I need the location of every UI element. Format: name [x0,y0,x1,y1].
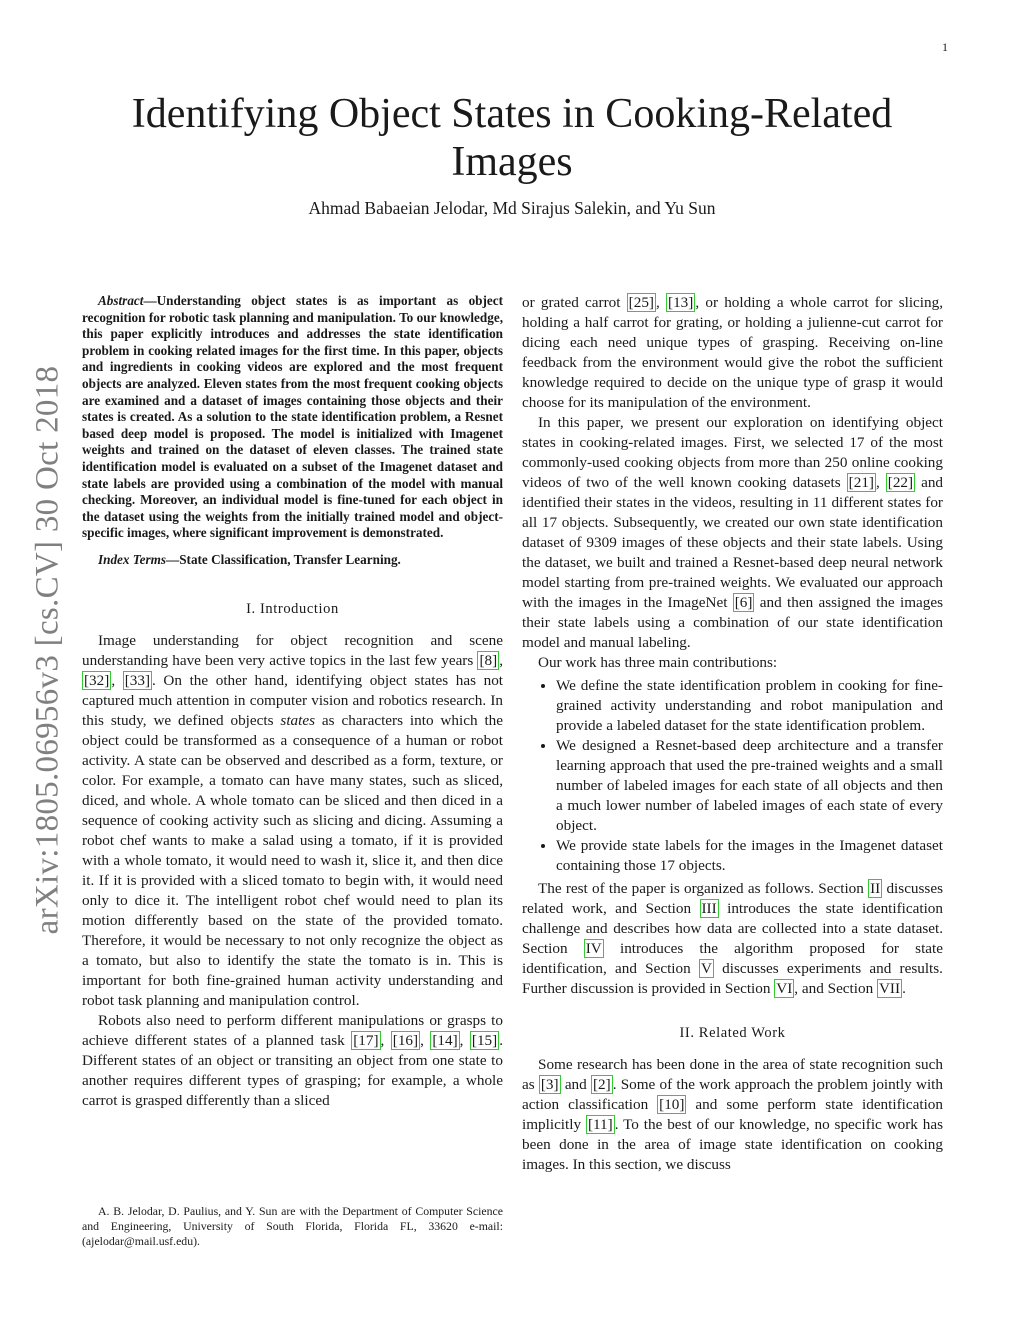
contribution-list [522,676,943,876]
abstract-label: Abstract [98,293,144,308]
citation-link[interactable]: [8] [479,651,498,669]
citation-link[interactable]: [10] [659,1096,685,1113]
citation-link[interactable]: [15] [471,1031,498,1049]
citation-link[interactable]: [13] [668,294,694,311]
section-link[interactable]: VII [878,980,901,997]
section-link[interactable]: V [700,960,712,977]
list-item: • We provide state labels for the images in the Imagenet dataset containing those 17 objects. [556,836,943,876]
citation-link[interactable]: [22] [887,474,914,491]
section-link[interactable]: II [870,880,881,897]
citation-link[interactable]: [2] [592,1076,611,1093]
paper-organization-paragraph: The rest of the paper is organized as follows. Section II discusses related work, and Section III introduces the state identification challenge and describes how data are collected into a state dataset. Section IV introduces the algorithm proposed for state identification, and Section V discusses experiments and results. Further discussion is provided in Section VI , and Section VII . [522,880,943,997]
author-list: Ahmad Babaeian Jelodar, Md Sirajus Salekin, and Yu Sun [308,198,716,218]
list-item: • We designed a Resnet-based deep architecture and a transfer learning approach that used the pre-trained weights and a small number of labeled images for each state of all objects and then a much lower number of labeled images of each state of every object. [556,736,943,836]
right-column [522,293,943,1175]
index-terms [82,552,503,569]
section-heading-related-work: II. Related Work [679,1025,786,1041]
related-work-paragraph-1: Some research has been done in the area of state recognition such as [3] and [2] . Some of the work approach the problem jointly with action classification [10] and some perform state identification implicitly [11] . To the best of our knowledge, no specific work has been done in the area of image state identification on cooking images. In this section, we discuss [522,1056,943,1173]
intro-paragraph-2-continued: or grated carrot [25] , [13] , or holding a whole carrot for slicing, holding a half carrot for grating, or holding a julienne-cut carrot for dicing each need unique types of grasping. Receiving on-line feedback from the environment would give the robot the sufficient knowledge required to decide on the unique type of grasp it would choose for its manipulation of the environment. [522,294,943,411]
citation-link[interactable]: [3] [540,1076,559,1093]
arxiv-stamp [18,350,78,950]
intro-paragraph-1: Image understanding for object recognition and scene understanding have been very active topics in the last few years [8] , [32] , [33] . On the other hand, identifying object states has not captured much attention in computer vision and robotics research. In this study, we defined objects states as characters into which the object could be transformed as a consequence of a human or robot activity. A state can be observed and described as a form, texture, or color. For example, a tomato can have many states, such as sliced, diced, and whole. A whole tomato can be sliced and then diced in a sequence of cooking activity such as slicing and dicing. Assuming a robot chef wants to make a salad using a tomato, if it is provided with a whole tomato, it would need to wash it, slice it, and then dice it. If it is provided with a sliced tomato to begin with, it would need only to dice it. The intelligent robot chef would need to plan its motion differently based on the state of the provided tomato. Therefore, it would be necessary to not only recognize the object as a tomato, but also to identify the state the tomato is in. This is important for both fine-grained human activity understanding and robot task planning and manipulation control. [82,631,504,1009]
citation-link[interactable]: [21] [848,474,874,491]
page-number: 1 [942,40,948,54]
citation-link[interactable]: [16] [392,1031,419,1049]
citation-link[interactable]: [14] [432,1031,458,1049]
intro-paragraph-3: In this paper, we present our exploration on identifying object states in cooking-related images. First, we selected 17 of the most commonly-used cooking objects from more than 250 online cooking videos of two of the well known cooking datasets [21] , [22] and identified their states in the videos, resulting in 11 different states for all 17 objects. Subsequently, we created our own state identification dataset of 9309 images of these objects and their state labels. Using the dataset, we built and trained a Resnet-based deep neural network model starting from pre-trained weights. We evaluated our approach with the images in the ImageNet [6] and then assigned the images their state labels using a combination of our state identification model and manual labeling. [522,414,944,651]
citation-link[interactable]: [25] [628,294,654,311]
contributions-intro: Our work has three main contributions: [538,654,778,671]
arxiv-id: arXiv:1805.06956v3 [cs.CV] 30 Oct 2018 [29,365,66,935]
citation-link[interactable]: [32] [84,671,110,689]
index-terms-text: —State Classification, Transfer Learning. [166,551,401,567]
citation-link[interactable]: [33] [124,671,151,689]
footnote: A. B. Jelodar, D. Paulius, and Y. Sun are with the Department of Computer Science and Engineering, University of South Florida, Florida FL, 33620 e-mail: (ajelodar@mail.usf.edu). [82,1204,503,1248]
abstract-text: —Understanding object states is as important as object recognition for robotic task planning and manipulation. To our knowledge, this paper explicitly introduces and addresses the state identification problem in cooking related images for the first time. In this paper, objects and ingredients in cooking videos are explored and the most frequent objects are analyzed. Eleven states from the most frequent cooking objects are examined and a dataset of images containing those objects and their states is created. As a solution to the state identification problem, a Resnet based deep model is proposed. The model is initialized with Imagenet weights and trained on the dataset of eleven classes. The trained state identification model is evaluated on a subset of the Imagenet dataset and state labels are provided using a combination of the model with manual checking. Moreover, an individual model is fine-tuned for each object in the dataset using the weights from the initially trained model and object-specific images, where significant improvement is demonstrated. [82,293,503,541]
citation-link[interactable]: [6] [734,594,753,611]
section-link[interactable]: IV [585,940,602,957]
citation-link[interactable]: [11] [587,1116,613,1133]
section-link[interactable]: III [701,900,717,917]
intro-paragraph-2: Robots also need to perform different manipulations or grasps to achieve different states of a planned task [17] , [16] , [14] , [15] . Different states of an object or transiting an object from one state to another requires different types of grasping; for example, a whole carrot is grasped differently than a sliced [82,1011,503,1109]
paper-title: Identifying Object States in Cooking-Related Images [131,91,893,185]
section-heading-introduction: I. Introduction [246,600,339,617]
left-column [82,293,503,1111]
abstract [82,293,503,542]
index-terms-label: Index Terms [98,551,167,567]
section-link[interactable]: VI [776,980,793,997]
citation-link[interactable]: [17] [353,1031,379,1049]
list-item: • We define the state identification problem in cooking for fine-grained activity understanding and robot manipulation and provide a labeled dataset for the state identification problem. [556,676,943,736]
